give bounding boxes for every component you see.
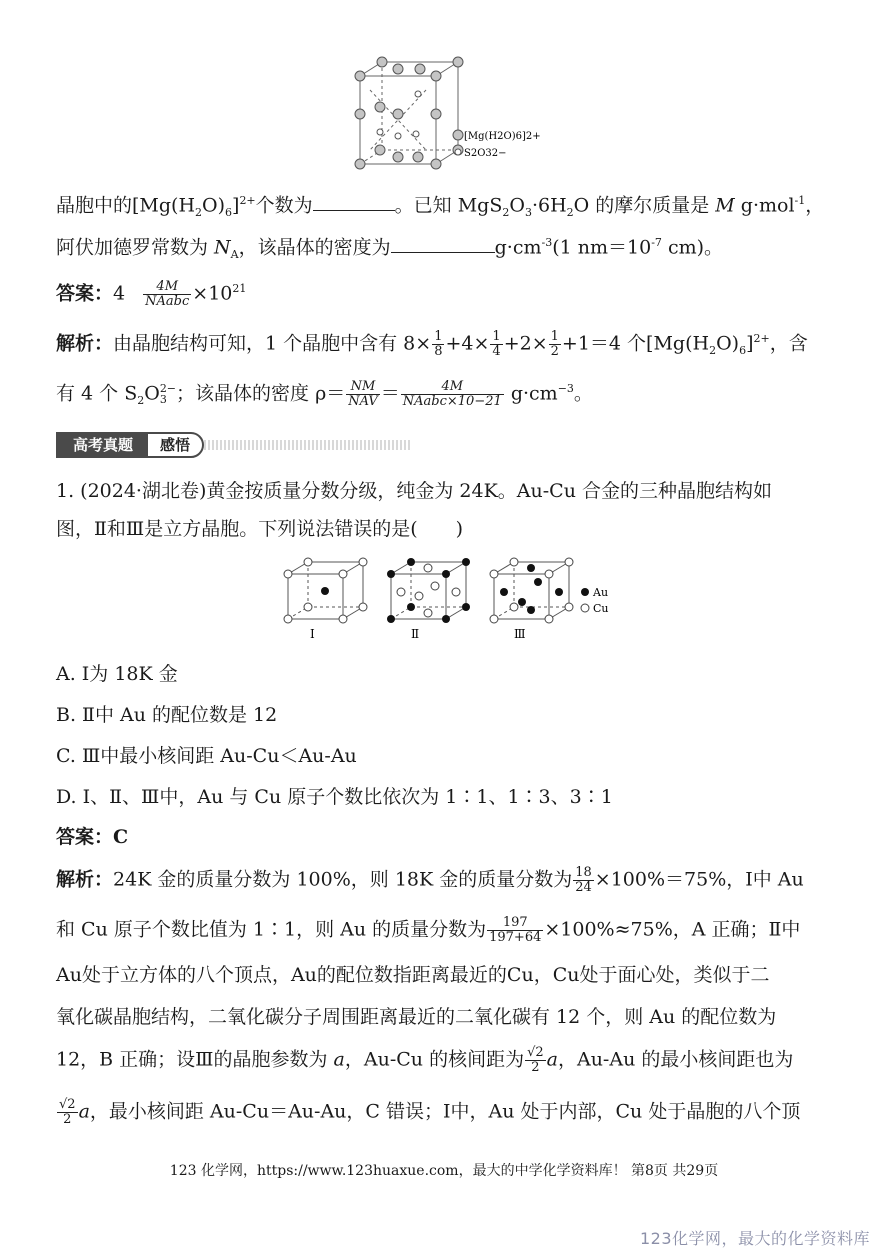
- au-cu-cells-figure: [280, 556, 620, 646]
- legend-cu: Cu: [593, 602, 609, 615]
- watermark: 123化学网，最大的化学资料库: [639, 1229, 870, 1248]
- banner-tag-2: 感悟: [146, 432, 204, 458]
- cell-label-3: Ⅲ: [514, 627, 526, 641]
- analysis-line-1: 解析：由晶胞结构可知，1 个晶胞中含有 8× $\frac{1}{8}$ +4× $\frac{1}{4}$ +2× $\frac{1}{2}$ +1＝4 个$[Mg(H_2O)_6]^{2+}$，含: [56, 328, 808, 359]
- q1-analysis-5: 12，B 正确；设Ⅲ的晶胞参数为 a，Au-Cu 的核间距为 $\frac{√2}{2}$ a，Au-Au 的最小核间距也为: [56, 1045, 794, 1075]
- q1-analysis-6: $\frac{√2}{2}$ a，最小核间距 Au-Cu＝Au-Au，C 错误；Ⅰ中，Au 处于内部，Cu 处于晶胞的八个顶: [59, 1097, 801, 1127]
- cell-label-1: Ⅰ: [310, 627, 315, 641]
- option-a[interactable]: A. Ⅰ为 18K 金: [56, 663, 178, 685]
- crystal-cell-figure: [350, 50, 550, 175]
- legend-mg-label: [Mg(H2O)6]2+: [464, 131, 541, 142]
- question-line-2: 阿伏加德罗常数为 $N_A$，该晶体的密度为 $g\cdot cm^{-3}(1$ $nm=10^{-7}$ cm)。: [56, 236, 724, 262]
- option-d[interactable]: D. Ⅰ、Ⅱ、Ⅲ中，Au 与 Cu 原子个数比依次为 1∶1、1∶3、3∶1: [56, 786, 613, 808]
- banner-divider: [204, 440, 412, 450]
- q1-analysis-3: Au处于立方体的八个顶点，Au的配位数指距离最近的Cu，Cu处于面心处，类似于二: [56, 964, 770, 986]
- q1-stem-2: 图，Ⅱ和Ⅲ是立方晶胞。下列说法错误的是( ): [56, 518, 464, 540]
- answer-line: 答案：4 $\frac{4M}{\text{NAabc}}$ $\times 10^{21}$: [56, 278, 247, 309]
- cell-label-2: Ⅱ: [411, 627, 420, 641]
- answer-blank[interactable]: [391, 234, 495, 253]
- section-banner: [56, 432, 412, 458]
- page-footer: 123 化学网，https://www.123huaxue.com，最大的中学化学资料库！ 第8页 共29页: [169, 1163, 719, 1179]
- answer-fraction: $\frac{4M}{\text{NAabc}}$: [145, 278, 190, 309]
- option-b[interactable]: B. Ⅱ中 Au 的配位数是 12: [56, 704, 278, 726]
- q1-analysis-4: 氧化碳晶胞结构，二氧化碳分子周围距离最近的二氧化碳有 12 个，则 Au 的配位数为: [56, 1006, 777, 1028]
- q1-answer: 答案：C: [56, 826, 129, 848]
- legend-au: Au: [593, 586, 609, 599]
- q1-analysis-2: 和 Cu 原子个数比值为 1∶1，则 Au 的质量分数为 $\frac{197}{197+64}$ ×100%≈75%，A 正确；Ⅱ中: [56, 915, 801, 945]
- legend-s2o3-label: S2O32−: [464, 148, 507, 159]
- option-c[interactable]: C. Ⅲ中最小核间距 Au-Cu＜Au-Au: [56, 745, 357, 767]
- q1-analysis-1: 解析：24K 金的质量分数为 100%，则 18K 金的质量分数为 $\frac{18}{24}$ ×100%＝75%，Ⅰ中 Au: [56, 865, 804, 895]
- analysis-line-2: 有 4 个 $S_2O$ 2− 3 ；该晶体的密度 ρ＝ $\frac{NM}{\text{NAV}}$ ＝ $\frac{4M}{\text{NAabc×10−21}}$ $g\cdot cm^{-3}$。: [56, 378, 593, 409]
- answer-blank[interactable]: [313, 192, 395, 211]
- q1-stem-1: 1. (2024·湖北卷)黄金按质量分数分级，纯金为 24K。Au-Cu 合金的三种晶胞结构如: [56, 480, 772, 502]
- question-line-1: 晶胞中的$[Mg(H_2O)_6]^{2+}$个数为 。已知 $MgS_2O_3\cdot 6H_2O$ 的摩尔质量是 M g·mol$^{-1}$，: [56, 194, 825, 220]
- banner-tag: 高考真题: [56, 432, 150, 458]
